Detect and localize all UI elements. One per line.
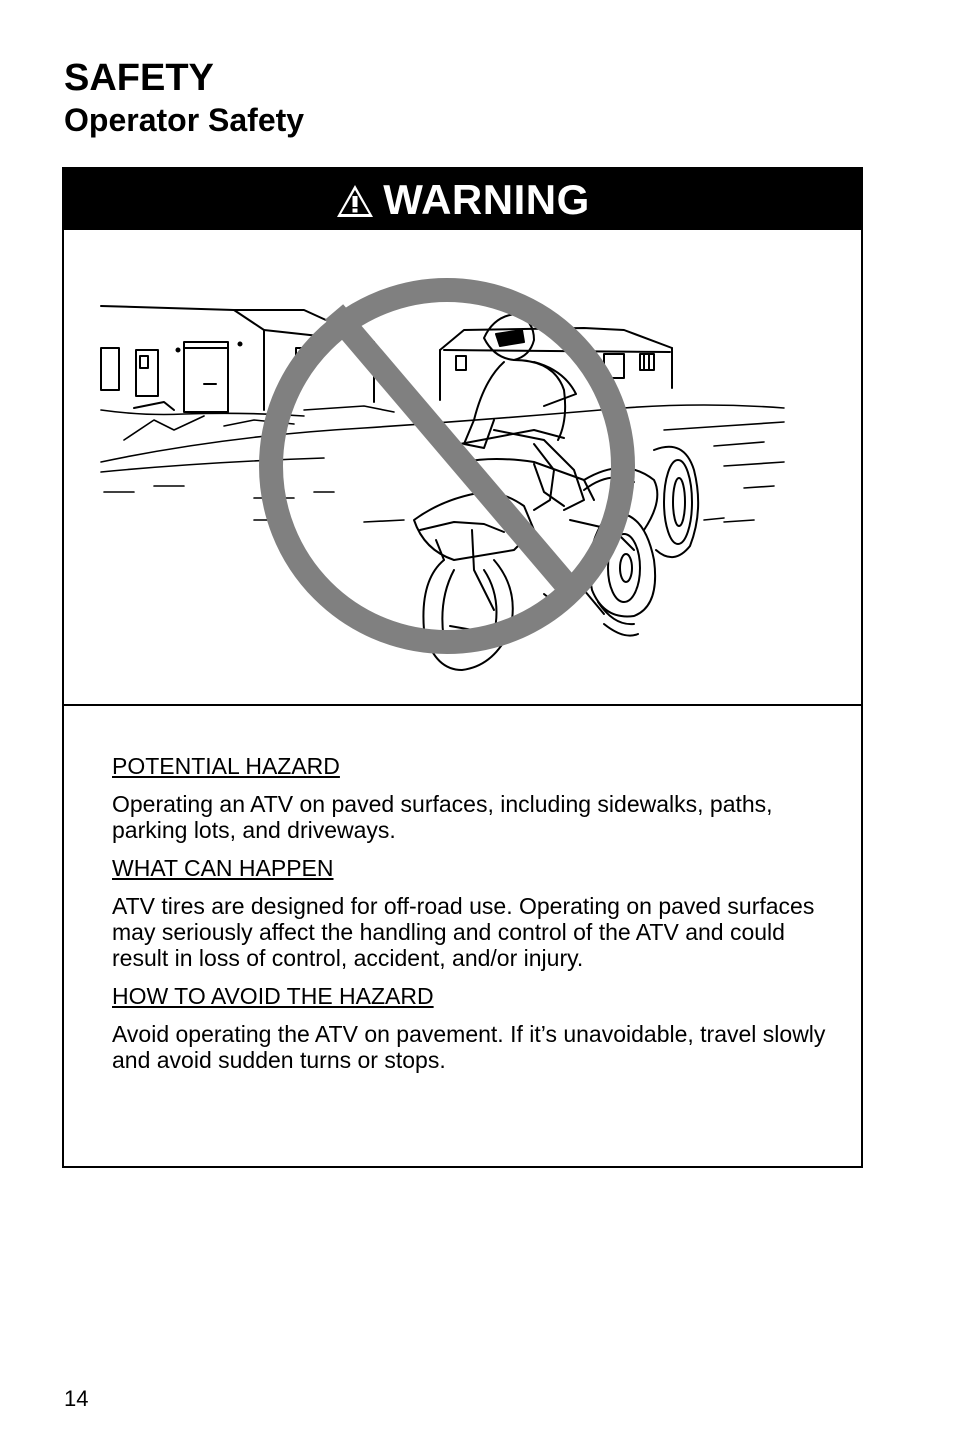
hazard-text (112, 753, 832, 1085)
warning-label: WARNING (383, 175, 590, 223)
how-to-avoid-text: Avoid operating the ATV on pavement. If it’s unavoidable, travel slowly and avoid sudden turns or stops. (112, 1021, 826, 1073)
what-can-happen-heading: WHAT CAN HAPPEN (112, 855, 334, 881)
warning-triangle-icon (335, 183, 375, 219)
warning-box (62, 167, 863, 1168)
warning-header (64, 169, 861, 230)
section-subtitle: Operator Safety (64, 102, 305, 138)
how-to-avoid-heading: HOW TO AVOID THE HAZARD (112, 983, 434, 1009)
page-number: 14 (64, 1386, 89, 1411)
what-can-happen-text: ATV tires are designed for off-road use. Operating on paved surfaces may seriously affect the handling and control of the ATV and could result in loss of control, accident, and/or injury. (112, 893, 815, 971)
potential-hazard-text: Operating an ATV on paved surfaces, including sidewalks, paths, parking lots, and driveways. (112, 791, 773, 843)
potential-hazard-heading: POTENTIAL HAZARD (112, 753, 340, 779)
atv-on-pavement-prohibited-illustration (64, 230, 861, 706)
section-title: SAFETY (64, 57, 214, 99)
